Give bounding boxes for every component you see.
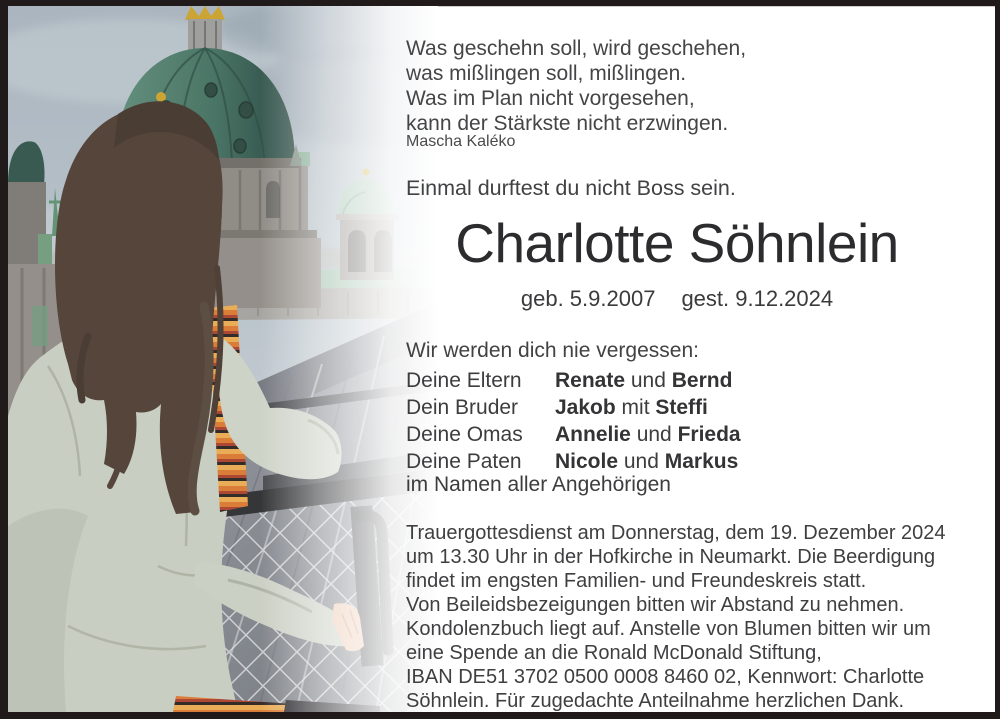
funeral-line: eine Spende an die Ronald McDonald Stiftung, (406, 642, 822, 664)
poem (406, 36, 746, 136)
poem-line: Was geschehn soll, wird geschehen, (406, 37, 747, 60)
life-dates (396, 286, 958, 312)
family-list (406, 367, 741, 475)
family-names: Nicole und Markus (555, 450, 739, 473)
funeral-line: um 13.30 Uhr in der Hofkirche in Neumarkt. Die Beerdigung (406, 546, 936, 568)
poem-line: Was im Plan nicht vorgesehen, (406, 87, 695, 110)
dedication-line: Einmal durftest du nicht Boss sein. (406, 176, 736, 200)
relation-label: Deine Eltern (406, 369, 522, 392)
family-row (406, 448, 741, 475)
relation-label: Dein Bruder (406, 396, 519, 419)
funeral-line: Von Beileidsbezeigungen bitten wir Abstand zu nehmen. (406, 594, 905, 616)
remembrance-intro: Wir werden dich nie vergessen: (406, 339, 699, 362)
funeral-line: Kondolenzbuch liegt auf. Anstelle von Blumen bitten wir um (406, 618, 931, 640)
family-closing: im Namen aller Angehörigen (406, 473, 671, 496)
funeral-line: IBAN DE51 3702 0500 0008 8460 02, Kennwort: Charlotte (406, 666, 925, 688)
death-date: gest. 9.12.2024 (681, 286, 834, 311)
funeral-details (406, 521, 946, 713)
funeral-line: findet im engsten Familien- und Freundeskreis statt. (406, 570, 867, 592)
family-row (406, 421, 741, 448)
notice-text-column (396, 6, 958, 712)
poem-line: was mißlingen soll, mißlingen. (406, 62, 687, 85)
funeral-line: Söhnlein. Für zugedachte Anteilnahme herzlichen Dank. (406, 690, 905, 712)
family-names: Jakob mit Steffi (555, 396, 708, 419)
family-row (406, 367, 741, 394)
poem-author: Mascha Kaléko (406, 133, 516, 150)
family-row (406, 394, 741, 421)
deceased-name: Charlotte Söhnlein (455, 212, 899, 274)
family-names: Renate und Bernd (555, 369, 733, 392)
funeral-line: Trauergottesdienst am Donnerstag, dem 19. Dezember 2024 (406, 522, 946, 544)
family-names: Annelie und Frieda (555, 423, 741, 446)
poem-line: kann der Stärkste nicht erzwingen. (406, 112, 729, 135)
birth-date: geb. 5.9.2007 (520, 286, 656, 311)
relation-label: Deine Omas (406, 423, 523, 446)
relation-label: Deine Paten (406, 450, 522, 473)
